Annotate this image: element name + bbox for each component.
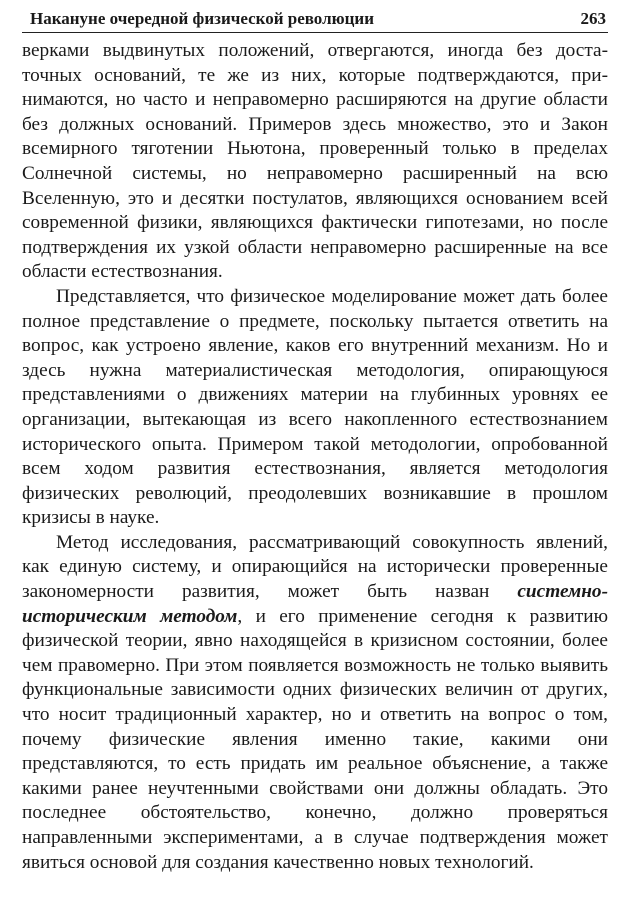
book-page [22,8,608,875]
body-text [22,39,608,875]
paragraph-text: Метод исследования, рассматривающий совокупность явлений, как единую систему, и опирающийся на исторически проверенные закономерности развития, может быть назван [22,531,608,603]
header-rule [22,32,608,33]
paragraph [22,531,608,875]
paragraph: Представляется, что физическое моделирование может дать более полное представление о предмете, поскольку пытается ответить на вопрос, как устроено явление, каков его внутренний механизм. Но и здесь нужна материалистическая методология, опирающуюся представлениями о движениях материи на глубинных уровнях ее организации, вытекающая из всего накопленного естествознанием исторического опыта. Примером такой методологии, опробованной всем ходом развития естествознания, является методология физических революций, преодолевших возникавшие в прошлом кризисы в науке. [22,285,608,529]
running-head-title: Накануне очередной физической революции [30,9,374,28]
emphasized-term: системно-историческим методом [22,581,608,627]
paragraph-text: , и его применение сегодня к развитию физической теории, явно находящейся в кризисном состоянии, более чем правомерно. При этом появляется возможность не только выявить функциональные зависимости одних физических величин от других, что носит традиционный характер, но и ответить на вопрос о том, почему физические явления именно такие, какими они представляются, то есть придать им реальное объяснение, а также какими ранее неучтенными свойствами они должны обладать. Это последнее обстоятельство, конечно, должно проверяться направленными экспериментами, а в случае подтверждения может явиться основой для создания качественно новых технологий. [22,605,608,873]
paragraph-continued: верками выдвинутых положений, отвергаются, иногда без достаточных оснований, те же из них, которые подтверждаются, принимаются, но часто и неправомерно расширяются на другие области без должных оснований. Примеров здесь множество, это и Закон всемирного тяготении Ньютона, проверенный только в пределах Солнечной системы, но неправомерно расширенный на всю Вселенную, это и десятки постулатов, являющихся основанием всей современной физики, являющихся фактически гипотезами, но после подтверждения их узкой области неправомерно расширенные на все области естествознания. [22,40,608,283]
running-head [22,8,608,32]
page-number: 263 [580,9,606,28]
